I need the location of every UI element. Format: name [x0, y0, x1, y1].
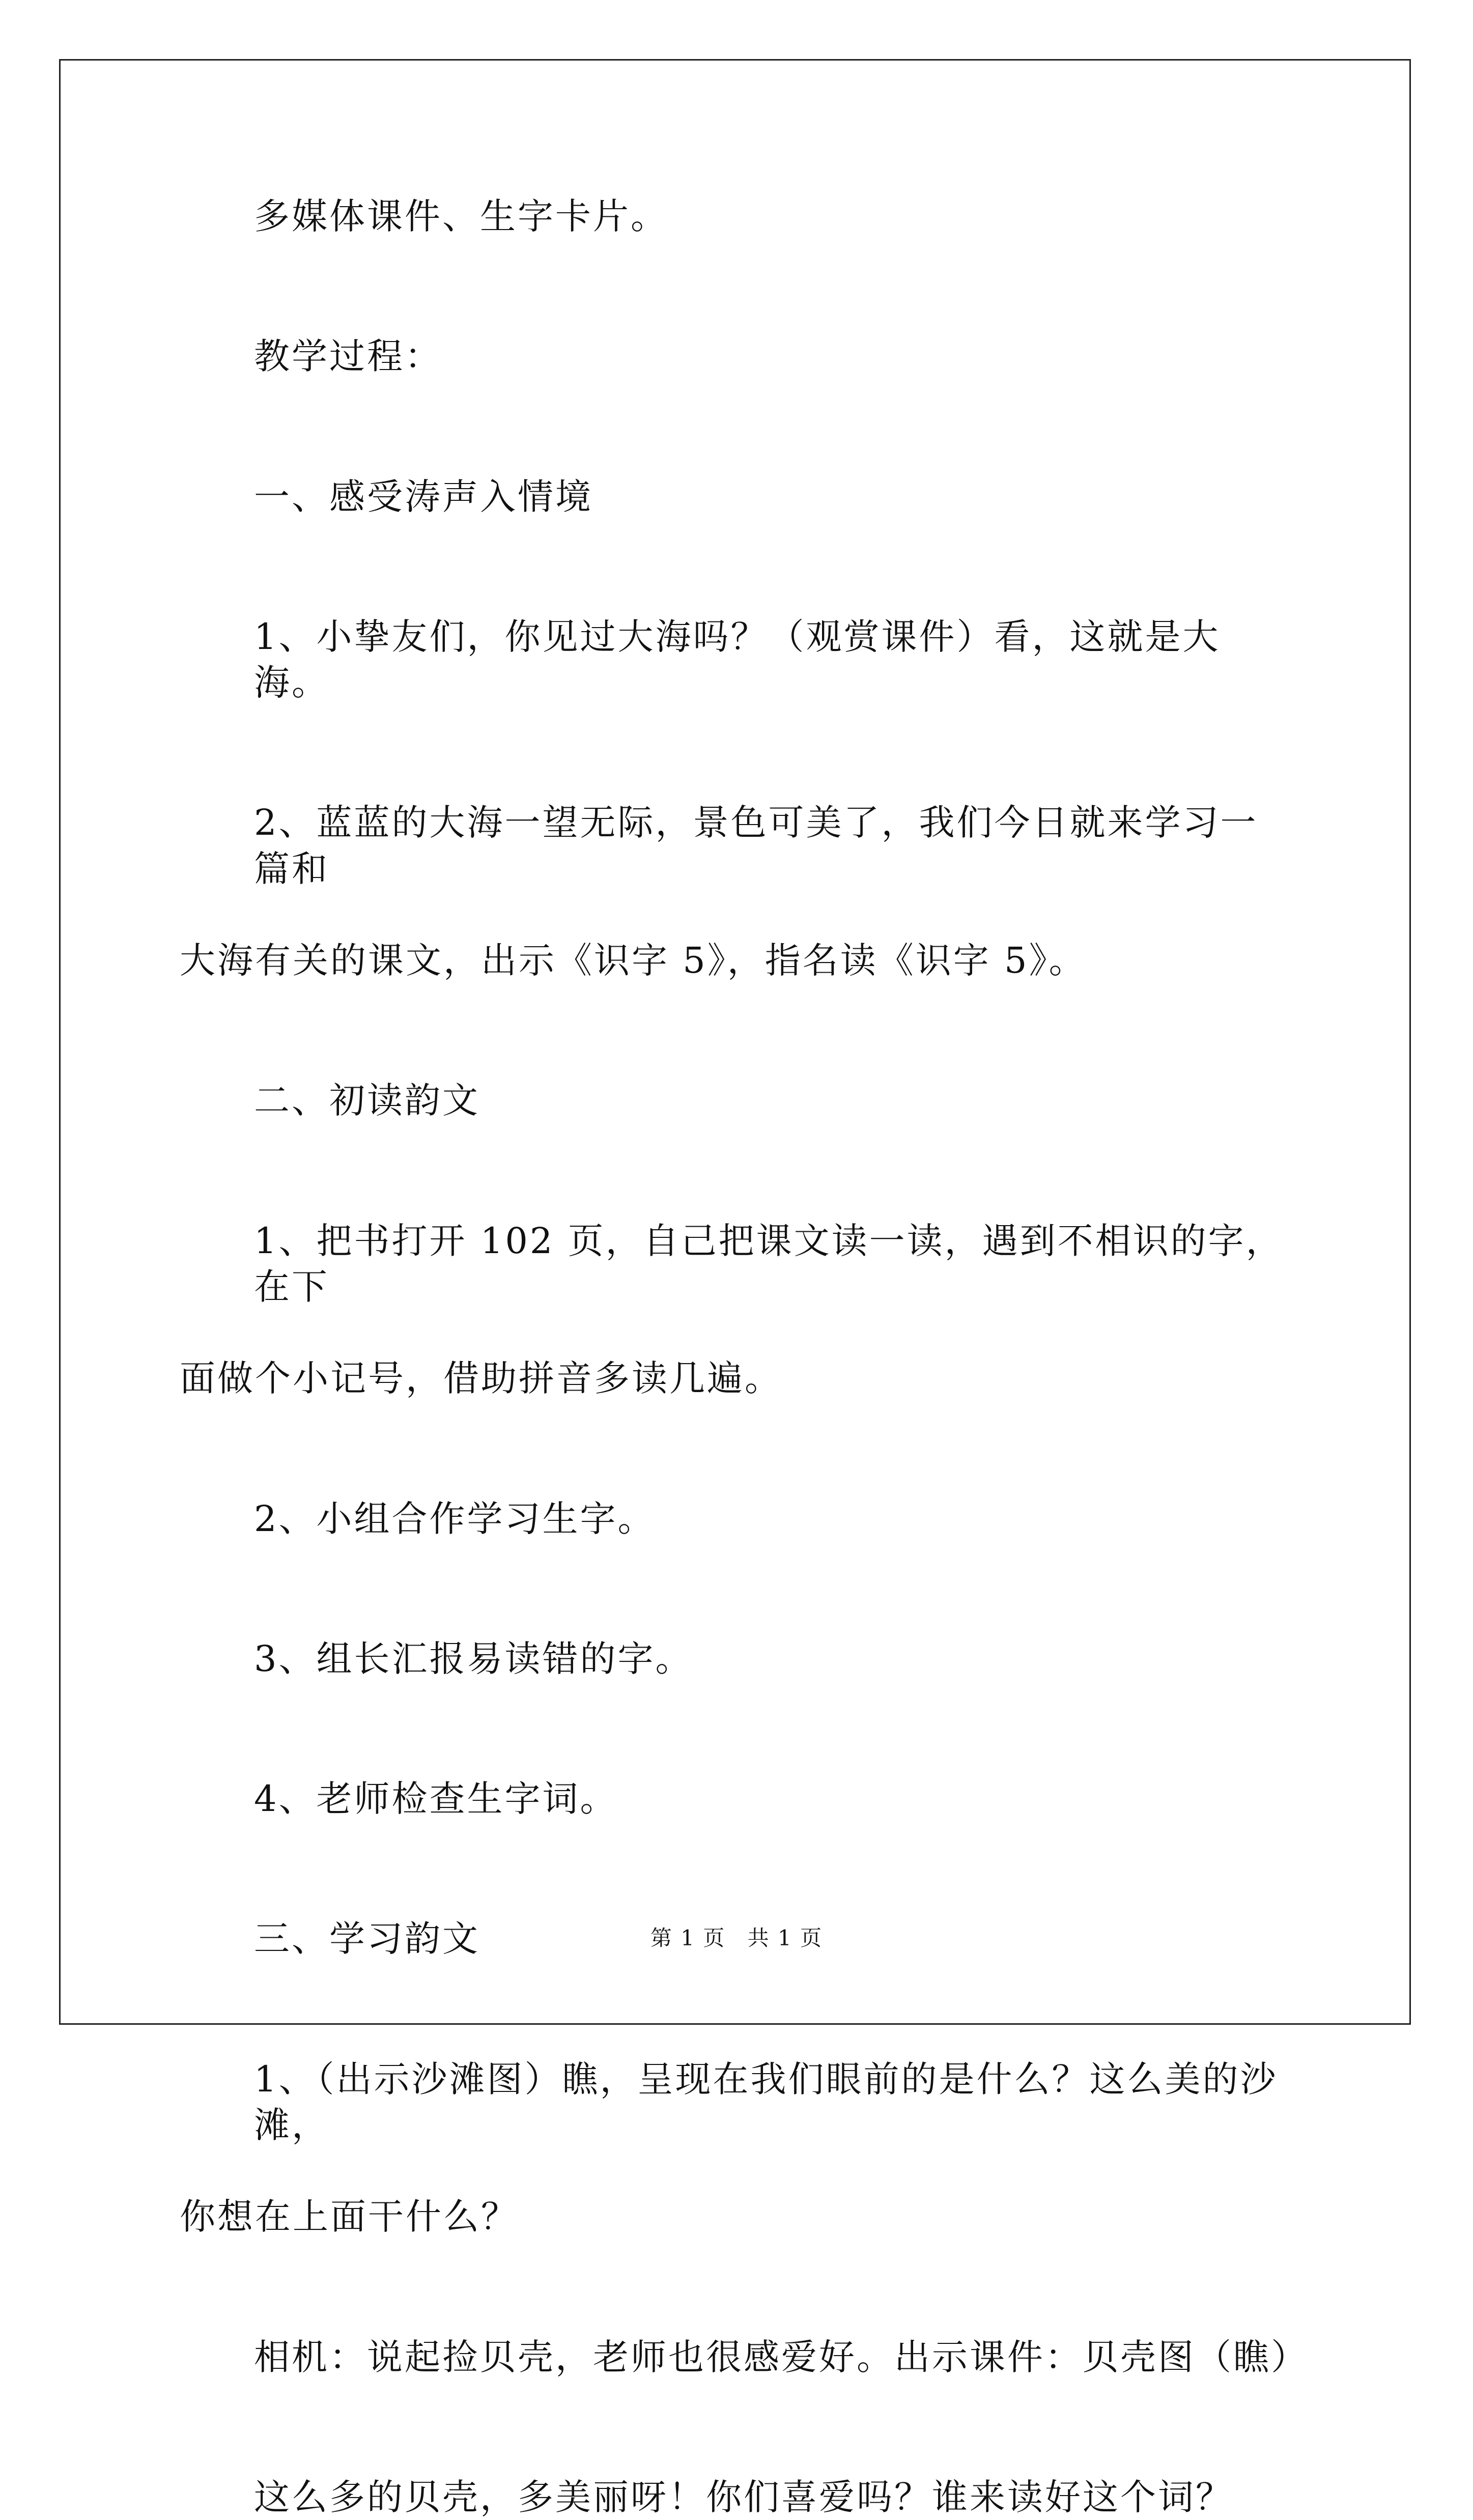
paragraph-3-1: 1、（出示沙滩图）瞧，呈现在我们眼前的是什么？这么美的沙滩， 你想在上面干什么？ — [180, 2058, 1278, 2238]
paragraph-3-2: 相机：说起捡贝壳，老师也很感爱好。出示课件：贝壳图（瞧） — [254, 2336, 1309, 2378]
paragraph-process-heading: 教学过程： — [254, 335, 442, 378]
paragraph-materials: 多媒体课件、生字卡片。 — [254, 195, 668, 237]
page-number: 第 1 页 — [650, 1926, 726, 1950]
paragraph-2-2: 2、小组合作学习生字。 — [254, 1497, 656, 1540]
paragraph-2-3: 3、组长汇报易读错的字。 — [254, 1637, 693, 1680]
paragraph-2-1: 1、把书打开 102 页，自己把课文读一读，遇到不相识的字，在下 面做个小记号，借助拼音多读几遍。 — [180, 1220, 1284, 1400]
paragraph-3-3: 这么多的贝壳，多美丽呀！你们喜爱吗？谁来读好这个词？ — [254, 2476, 1233, 2518]
section-heading-1: 一、感受涛声入情境 — [254, 475, 593, 518]
page-footer — [0, 1921, 1473, 1952]
section-heading-3: 三、学习韵文 — [254, 1918, 480, 1960]
paragraph-2-4: 4、老师检查生字词。 — [254, 1778, 618, 1820]
paragraph-1-1: 1、小挚友们，你见过大海吗？（观赏课件）看，这就是大海。 — [254, 615, 1221, 704]
paragraph-1-2: 2、蓝蓝的大海一望无际，景色可美了，我们今日就来学习一篇和 大海有关的课文，出示《识字 5》，指名读《识字 5》。 — [180, 802, 1258, 982]
page-total: 共 1 页 — [747, 1926, 823, 1950]
section-heading-2: 二、初读韵文 — [254, 1080, 480, 1122]
document-body — [180, 193, 1309, 2520]
